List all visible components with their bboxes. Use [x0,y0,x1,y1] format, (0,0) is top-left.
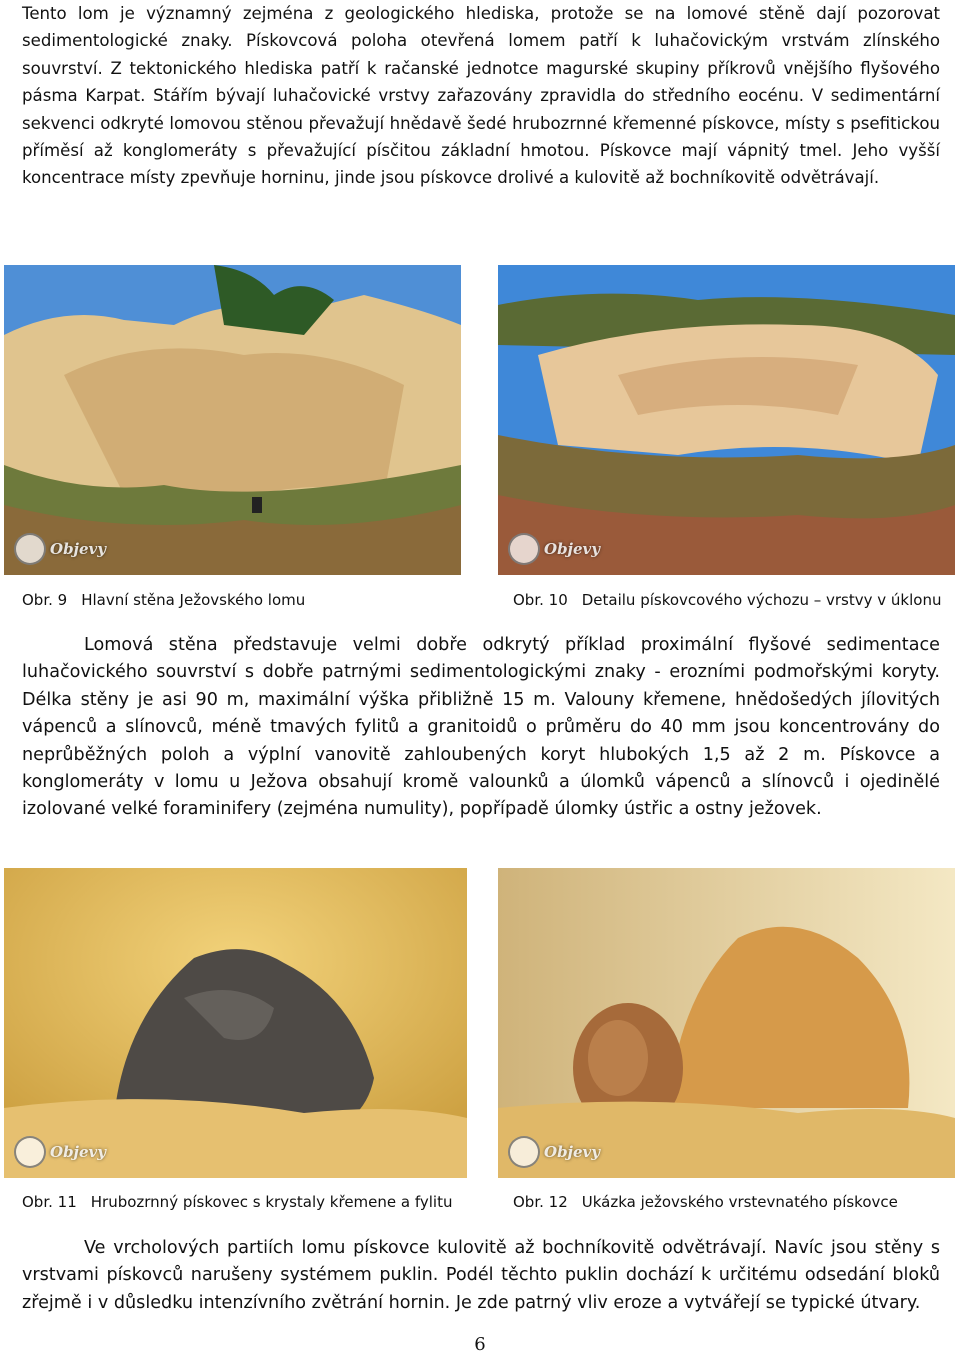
photo-sandstone-outcrop [498,265,955,575]
photo-coarse-sandstone [4,868,467,1178]
intro-paragraph: Tento lom je významný zejména z geologického hlediska, protože se na lomové stěně dají pozorovat sedimentologické znaky. Pískovcová poloha otevřená lomem patří k luhačovickým vrstvám zlínského souvrství. Z tektonického hlediska patří k račanské jednotce magurské skupiny příkrovů vnějšího flyšového pásma Karpat. Stářím bývají luhačovické vrstvy zařazovány zpravidla do středního eocénu. V sedimentární sekvenci odkryté lomovou stěnou převažují hnědavě šedé hrubozrnné křemenné pískovce, místy s psefitickou příměsí až konglomeráty s převažující písčitou základní hmotou. Pískovce mají vápnitý tmel. Jeho vyšší koncentrace místy zpevňuje horninu, jinde jsou pískovce drolivé a kulovitě až bochníkovitě odvětrávají. [22,4,940,188]
objevy-logo-icon [14,533,46,565]
figure-caption-12: Obr. 12 Ukázka ježovského vrstevnatého pískovce [513,1193,898,1211]
figure-caption-11: Obr. 11 Hrubozrnný pískovec s krystaly křemene a fylitu [22,1193,453,1211]
objevy-logo-icon [14,1136,46,1168]
photo-watermark: Objevy [14,533,106,565]
photo-watermark: Objevy [508,1136,600,1168]
page-number: 6 [474,1334,486,1355]
objevy-logo-icon [508,533,540,565]
figure-caption-10: Obr. 10 Detailu pískovcového výchozu – vrstvy v úklonu [513,591,942,609]
photo-layered-sandstone [498,868,955,1178]
photo-watermark: Objevy [508,533,600,565]
photo-watermark: Objevy [14,1136,106,1168]
objevy-logo-icon [508,1136,540,1168]
photo-quarry-main-wall [4,265,461,575]
figure-caption-9: Obr. 9 Hlavní stěna Ježovského lomu [22,591,306,609]
quarry-wall-paragraph: Lomová stěna představuje velmi dobře odkrytý příklad proximální flyšové sedimentace luhačovického souvrství s dobře patrnými sedimentologickými znaky - erozními podmořskými koryty. Délka stěny je asi 90 m, maximální výška přibližně 15 m. Valouny křemene, hnědošedých jílovitých vápenců a slínovců, méně tmavých fylitů a granitoidů o průměru do 40 mm jsou koncentrovány do neprůběžných poloh a výplní vanovitě zahloubených koryt hlubokých 1,5 až 2 m. Pískovce a konglomeráty v lomu u Ježova obsahují kromě valounků a úlomků vápenců a slínovců i ojedinělé izolované velké foraminifery (zejména numulity), popřípadě úlomky ústřic a ostny ježovek. [22,635,940,820]
weathering-paragraph: Ve vrcholových partiích lomu pískovce kulovitě až bochníkovitě odvětrávají. Navíc jsou stěny s vrstvami pískovců narušeny systémem puklin. Podél těchto puklin dochází k určitému odsedání bloků zřejmě i v důsledku intenzívního zvětrání hornin. Je zde patrný vliv eroze a vytvářejí se typické útvary. [22,1238,940,1313]
